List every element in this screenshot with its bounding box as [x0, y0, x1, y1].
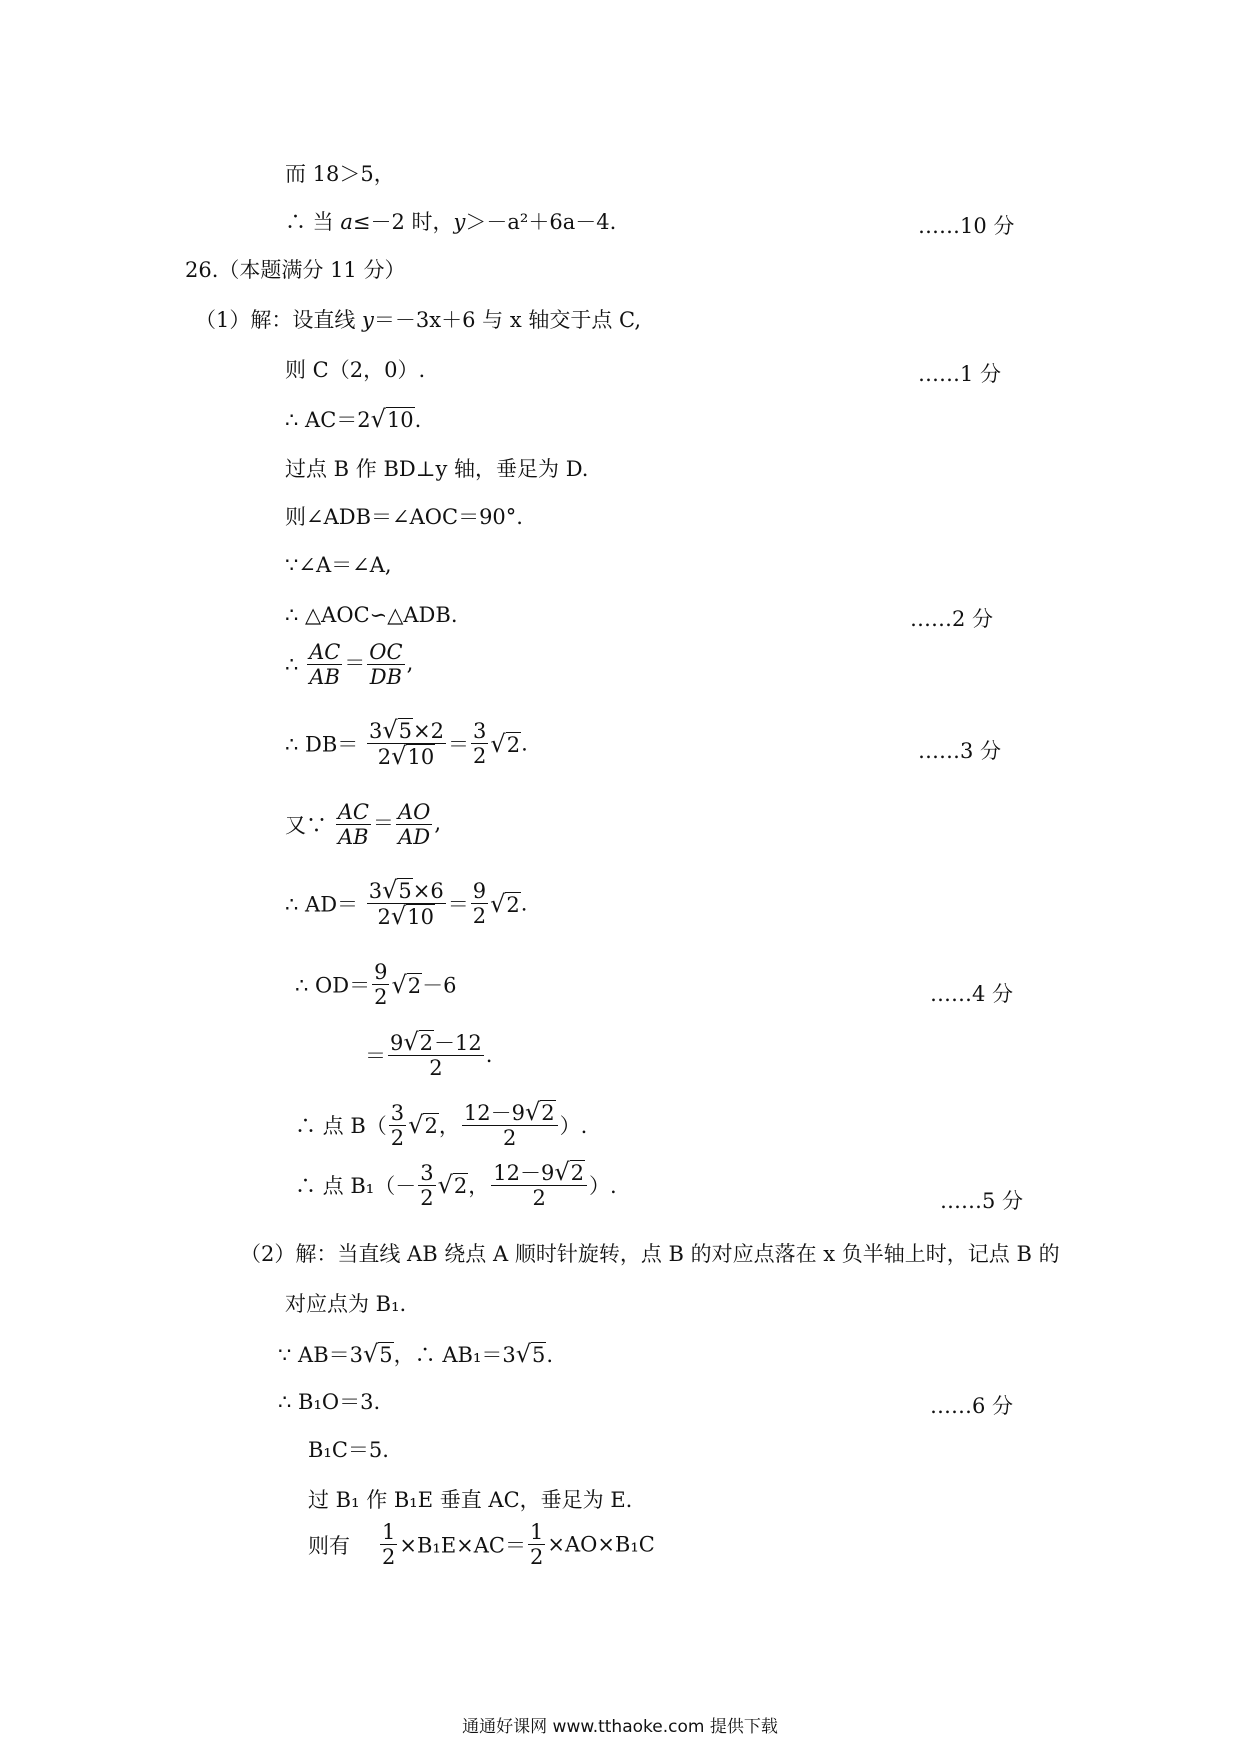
- text-line: 则 C（2，0）.: [285, 358, 426, 382]
- text: ＞－a²＋6a－4.: [465, 210, 617, 234]
- score-label: ……6 分: [930, 1394, 1014, 1418]
- equation-line: 又∵ $\frac{AC}{AB}$ ＝ $\frac{AO}{AD}$ ,: [285, 800, 441, 849]
- radicand: 10: [386, 408, 414, 432]
- page-footer: 通通好课网 www.tthaoke.com 提供下载: [462, 1717, 778, 1737]
- fraction: $\frac{3}{2}$: [390, 1100, 405, 1150]
- text-line: 而 18＞5，: [285, 162, 395, 186]
- text-line: 对应点为 B₁.: [285, 1292, 407, 1316]
- fraction: $\frac{1}{2}$: [382, 1520, 396, 1569]
- fraction: $\frac{3√5\times 6}{2√10}$: [368, 876, 444, 930]
- fraction: $\frac{AC}{AB}$: [309, 640, 341, 689]
- equation-line: 则有 $\frac{1}{2}$ ×B₁E×AC＝ $\frac{1}{2}$ ×AO×B₁C: [308, 1520, 655, 1569]
- text: y: [362, 308, 374, 332]
- text: （1）解：设直线: [195, 308, 363, 332]
- fraction: $\frac{9√2-12}{2}$: [390, 1028, 482, 1080]
- fraction: $\frac{3}{2}$: [473, 719, 487, 768]
- equation-line: ∴ 点 B₁（－ $\frac{3}{2}$ √2， $\frac{12-9√2}{2}$ ）.: [295, 1158, 617, 1210]
- sqrt: √10: [370, 405, 414, 433]
- question-heading: 26.（本题满分 11 分）: [185, 258, 406, 282]
- text-line: B₁C＝5.: [308, 1438, 389, 1462]
- score-label: ……10 分: [918, 214, 1015, 238]
- equation-line: ∴ 点 B（ $\frac{3}{2}$ √2， $\frac{12-9√2}{2}$ ）.: [295, 1098, 588, 1150]
- score-label: ……4 分: [930, 982, 1014, 1006]
- equation-line: ＝ $\frac{9√2-12}{2}$ .: [365, 1028, 493, 1080]
- text-line: 过点 B 作 BD⊥y 轴，垂足为 D.: [285, 457, 589, 481]
- fraction: $\frac{9}{2}$: [374, 960, 388, 1009]
- text-line: （2）解：当直线 AB 绕点 A 顺时针旋转，点 B 的对应点落在 x 负半轴上时，记点 B 的: [240, 1242, 1060, 1266]
- text: ≤－2 时，: [352, 210, 454, 234]
- fraction: $\frac{1}{2}$: [529, 1520, 544, 1569]
- fraction: $\frac{9}{2}$: [472, 879, 487, 928]
- fraction: $\frac{12-9√2}{2}$: [491, 1160, 587, 1210]
- text-line: 则∠ADB＝∠AOC＝90°.: [285, 505, 523, 529]
- fraction: $\frac{AO}{AD}$: [397, 800, 431, 849]
- equation-line: ∴ AD＝ $\frac{3√5\times 6}{2√10}$ ＝ $\frac{9}{2}$ √2.: [285, 876, 528, 930]
- text-line: ∴ △AOC∽△ADB.: [285, 603, 458, 627]
- text: ∴ AC＝2: [285, 408, 371, 432]
- text: y: [453, 210, 466, 234]
- fraction: $\frac{3√5\times 2}{2√10}$: [369, 716, 445, 770]
- text: ∴ 当: [285, 210, 341, 234]
- equation-line: ∴ $\frac{AC}{AB}$ ＝ $\frac{OC}{DB}$ ,: [285, 640, 414, 689]
- equation-line: ∴ DB＝ $\frac{3√5\times 2}{2√10}$ ＝ $\frac{3}{2}$ √2.: [285, 716, 528, 770]
- text-line: ∵ AB＝3√5，∴ AB₁＝3√5.: [278, 1340, 554, 1368]
- text: ∴: [285, 652, 299, 677]
- text-line: [285, 208, 616, 236]
- text-line: [195, 306, 641, 334]
- score-label: ……3 分: [918, 739, 1002, 763]
- fraction: $\frac{12-9√2}{2}$: [462, 1100, 558, 1150]
- text: .: [414, 408, 422, 432]
- fraction: $\frac{AC}{AB}$: [337, 800, 369, 849]
- text: ＝－3x＋6 与 x 轴交于点 C,: [373, 308, 642, 332]
- text-line: [285, 405, 421, 434]
- text-line: 过 B₁ 作 B₁E 垂直 AC，垂足为 E.: [308, 1488, 633, 1512]
- text: a: [340, 210, 353, 234]
- equation-line: ∴ OD＝ $\frac{9}{2}$ √2－6: [295, 960, 457, 1009]
- text-line: ∵∠A＝∠A,: [285, 553, 392, 577]
- fraction: $\frac{OC}{DB}$: [369, 640, 403, 689]
- fraction: $\frac{3}{2}$: [420, 1160, 434, 1210]
- score-label: ……1 分: [918, 362, 1002, 386]
- score-label: ……2 分: [910, 607, 994, 631]
- text-line: ∴ B₁O＝3.: [278, 1390, 381, 1414]
- score-label: ……5 分: [940, 1189, 1024, 1213]
